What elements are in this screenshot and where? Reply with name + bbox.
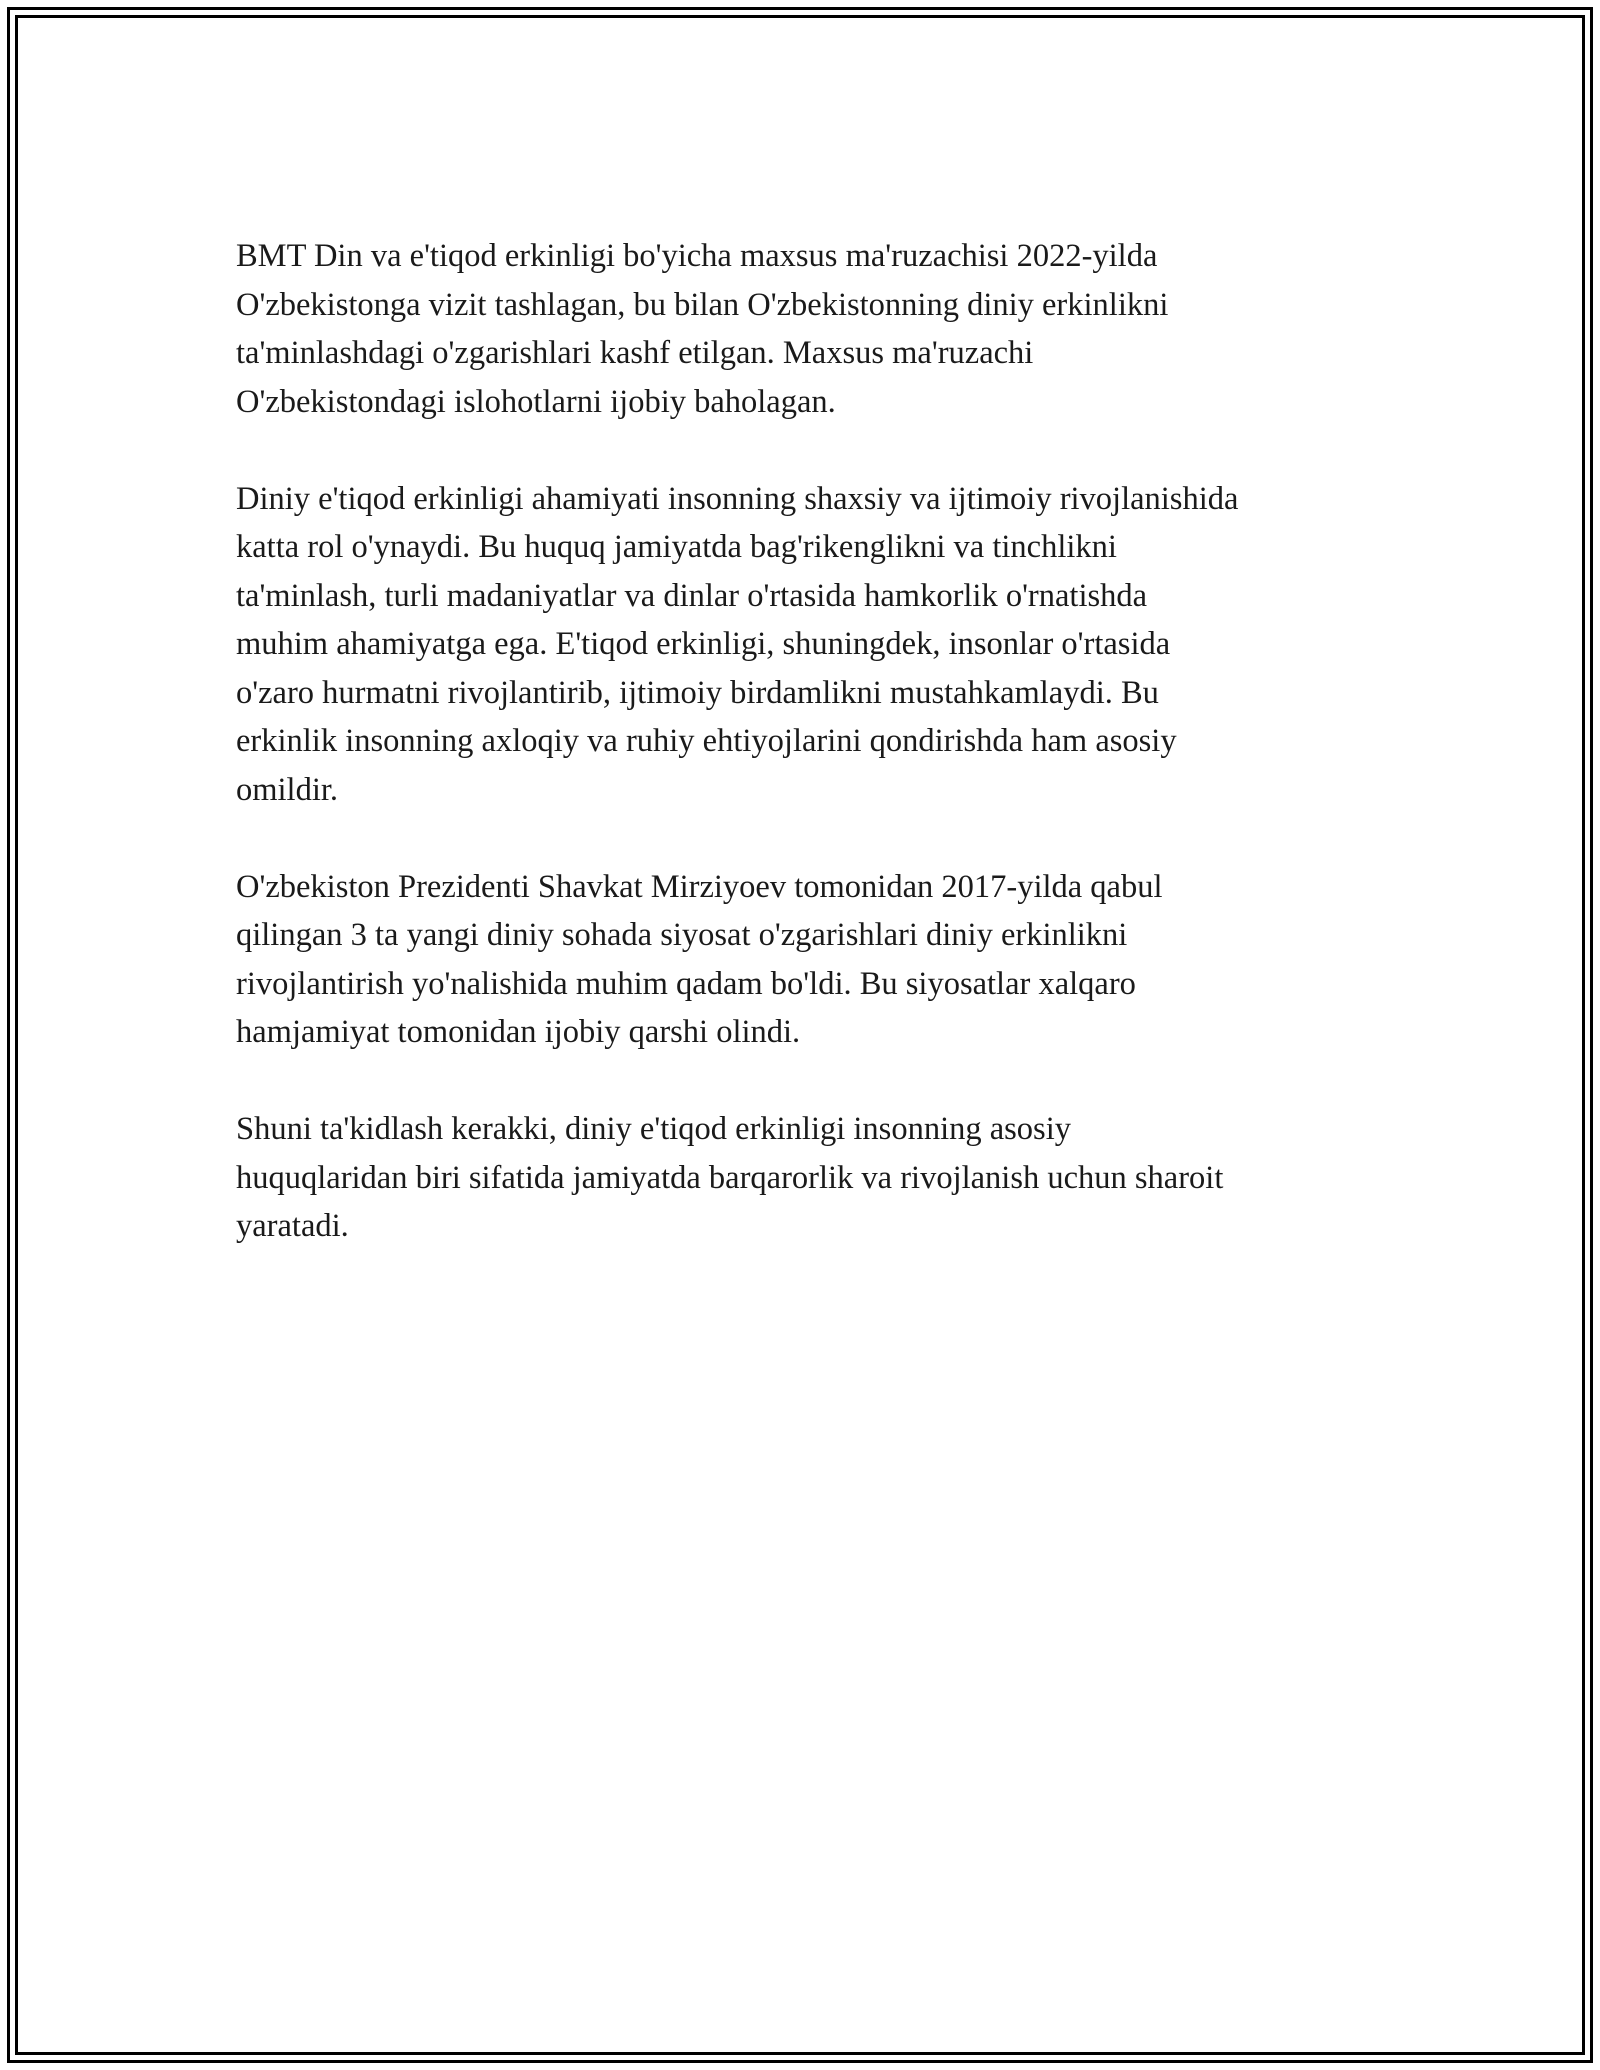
text-line: ta'minlash, turli madaniyatlar va dinlar o'rtasida hamkorlik o'rnatishda xyxy=(236,577,1148,614)
text-line: rivojlantirish yo'nalishida muhim qadam bo'ldi. Bu siyosatlar xalqaro xyxy=(236,965,1136,1002)
text-line: huquqlaridan biri sifatida jamiyatda barqarorlik va rivojlanish uchun sharoit xyxy=(236,1159,1224,1196)
text-line: BMT Din va e'tiqod erkinligi bo'yicha maxsus ma'ruzachisi 2022-yilda xyxy=(236,238,1158,274)
text-line: Diniy e'tiqod erkinligi ahamiyati insonning shaxsiy va ijtimoiy rivojlanishida xyxy=(236,480,1239,517)
paragraph-4 xyxy=(236,1105,1386,1251)
text-line: hamjamiyat tomonidan ijobiy qarshi olindi. xyxy=(236,1014,801,1050)
text-line: O'zbekistonga vizit tashlagan, bu bilan O'zbekistonning diniy erkinlikni xyxy=(236,286,1169,323)
text-line: O'zbekistondagi islohotlarni ijobiy baholagan. xyxy=(236,383,836,420)
paragraph-3 xyxy=(236,863,1386,1057)
text-line: omildir. xyxy=(236,771,339,808)
text-line: qilingan 3 ta yangi diniy sohada siyosat o'zgarishlari diniy erkinlikni xyxy=(236,917,1128,953)
text-line: O'zbekiston Prezidenti Shavkat Mirziyoev tomonidan 2017-yilda qabul xyxy=(236,868,1163,905)
text-line: muhim ahamiyatga ega. E'tiqod erkinligi, shuningdek, insonlar o'rtasida xyxy=(236,626,1171,662)
document-body xyxy=(236,232,1386,1299)
text-line: ta'minlashdagi o'zgarishlari kashf etilgan. Maxsus ma'ruzachi xyxy=(236,335,1034,371)
text-line: o'zaro hurmatni rivojlantirib, ijtimoiy birdamlikni mustahkamlaydi. Bu xyxy=(236,674,1159,711)
text-line: katta rol o'ynaydi. Bu huquq jamiyatda bag'rikenglikni va tinchlikni xyxy=(236,529,1117,565)
text-line: yaratadi. xyxy=(236,1208,349,1244)
text-line: erkinlik insonning axloqiy va ruhiy ehtiyojlarini qondirishda ham asosiy xyxy=(236,723,1177,759)
paragraph-2 xyxy=(236,475,1386,815)
text-line: Shuni ta'kidlash kerakki, diniy e'tiqod erkinligi insonning asosiy xyxy=(236,1111,1071,1147)
paragraph-1 xyxy=(236,232,1386,426)
